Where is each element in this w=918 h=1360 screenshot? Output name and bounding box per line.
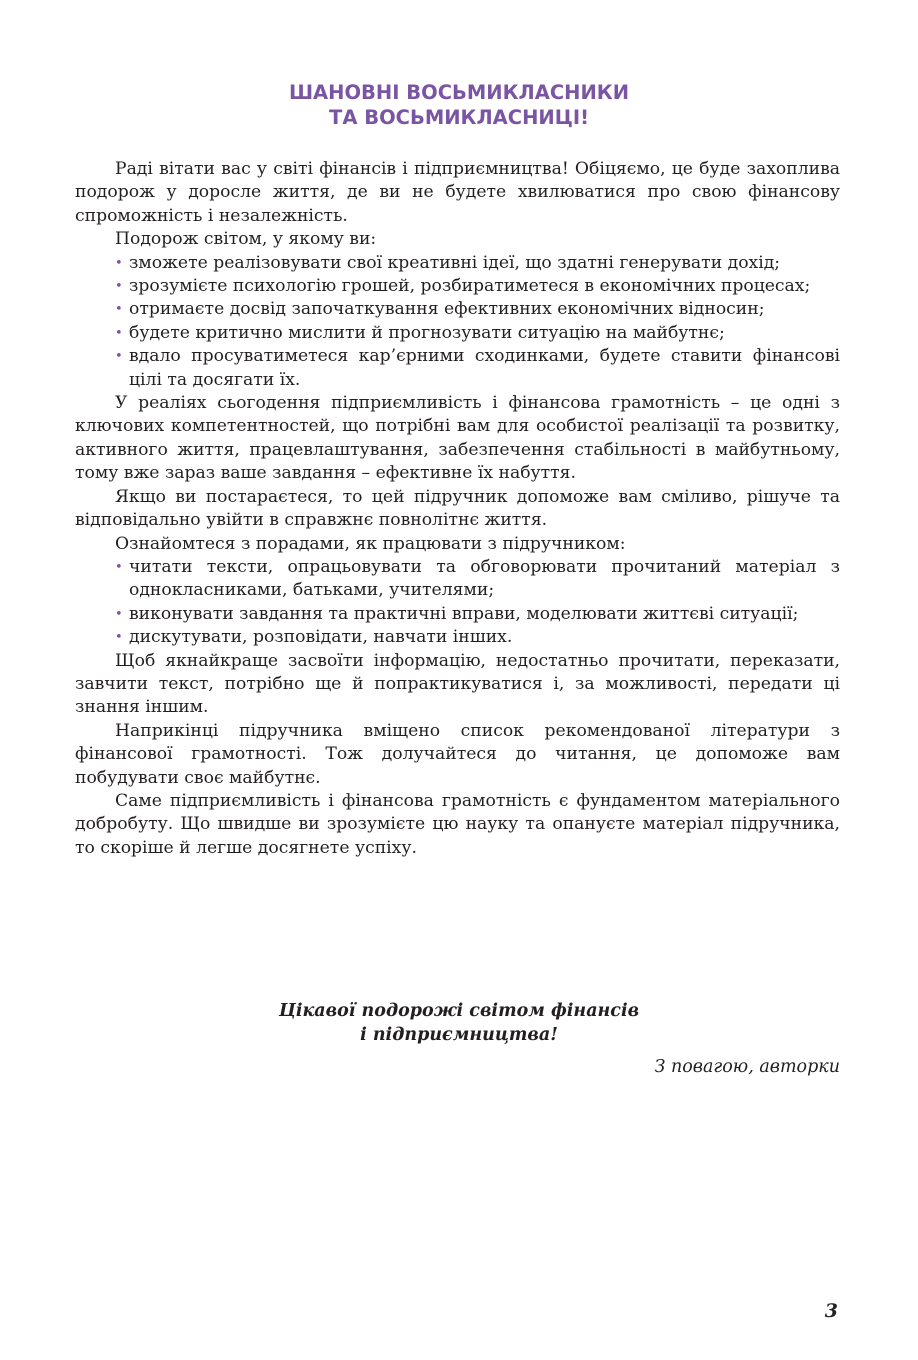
- bullet-icon: •: [115, 606, 123, 622]
- page-heading: [0, 80, 918, 130]
- list-item-text: дискутувати, розповідати, навчати інших.: [129, 627, 513, 648]
- list-item: [115, 298, 840, 321]
- paragraph-greeting: Раді вітати вас у світі фінансів і підприємництва! Обіцяємо, це буде захоплива подорож у доросле життя, де ви не будете хвилюватися про свою фінансову спроможність і незалежність.: [75, 159, 840, 226]
- list-item-text: зможете реалізовувати свої креативні ідеї, що здатні генерувати дохід;: [129, 252, 781, 273]
- paragraph-journey-intro: Подорож світом, у якому ви:: [115, 229, 377, 250]
- bullet-icon: •: [115, 630, 123, 646]
- body-text: [75, 158, 840, 860]
- list-item-text: отримаєте досвід започаткування ефективних економічних відносин;: [129, 299, 765, 320]
- journey-benefits-list: [75, 252, 840, 392]
- list-item-text: зрозумієте психологію грошей, розбиратиметеся в економічних процесах;: [129, 276, 811, 297]
- paragraph-tips-intro: Ознайомтеся з порадами, як працювати з підручником:: [115, 533, 626, 554]
- list-item: [115, 275, 840, 298]
- heading-line-2: ТА ВОСЬМИКЛАСНИЦІ!: [329, 106, 589, 129]
- bullet-icon: •: [115, 559, 123, 575]
- list-item-text: читати тексти, опрацьовувати та обговорювати прочитаний матеріал з однокласниками, батьками, учителями;: [129, 556, 840, 601]
- paragraph-foundation: Саме підприємливість і фінансова грамотність є фундаментом матеріального добробуту. Що швидше ви зрозумієте цю науку та опануєте матеріал підручника, то скоріше й легше досягнете успіху.: [75, 790, 840, 858]
- list-item: [115, 252, 840, 275]
- list-item-text: виконувати завдання та практичні вправи, моделювати життєві ситуації;: [129, 603, 799, 624]
- study-tips-list: [75, 556, 840, 650]
- bullet-icon: •: [115, 349, 123, 365]
- bullet-icon: •: [115, 302, 123, 318]
- paragraph-textbook-help: Якщо ви постараєтеся, то цей підручник допоможе вам сміливо, рішуче та відповідально увійти в справжнє повнолітнє життя.: [75, 486, 840, 531]
- list-item: [115, 322, 840, 345]
- bullet-icon: •: [115, 325, 123, 341]
- list-item: [115, 556, 840, 603]
- bullet-icon: •: [115, 255, 123, 271]
- closing-line-2: і підприємництва!: [360, 1024, 558, 1045]
- list-item: [115, 345, 840, 392]
- list-item: [115, 626, 840, 649]
- list-item: [115, 603, 840, 626]
- closing-wish: [0, 1000, 918, 1047]
- paragraph-literature: Наприкінці підручника вміщено список рекомендованої літератури з фінансової грамотності. Тож долучайтеся до читання, це допоможе вам побудувати своє майбутнє.: [75, 720, 840, 788]
- closing-line-1: Цікавої подорожі світом фінансів: [278, 1001, 640, 1021]
- list-item-text: вдало просуватиметеся кар’єрними сходинками, будете ставити фінансові цілі та досягати їх.: [129, 346, 840, 390]
- paragraph-competencies: У реаліях сьогодення підприємливість і фінансова грамотність – це одні з ключових компетентностей, що потрібні вам для особистої реалізації та розвитку, активного життя, працевлаштування, забезпечення стабільності в майбутньому, тому вже зараз ваше завдання – ефективне їх набуття.: [75, 393, 840, 484]
- heading-line-1: ШАНОВНІ ВОСЬМИКЛАСНИКИ: [288, 81, 630, 104]
- page-number: 3: [824, 1300, 838, 1322]
- list-item-text: будете критично мислити й прогнозувати ситуацію на майбутнє;: [129, 322, 725, 343]
- bullet-icon: •: [115, 279, 123, 295]
- signature: З повагою, авторки: [654, 1057, 840, 1077]
- paragraph-practice: Щоб якнайкраще засвоїти інформацію, недостатньо прочитати, переказати, завчити текст, потрібно ще й попрактикуватися і, за можливості, передати ці знання іншим.: [75, 650, 840, 718]
